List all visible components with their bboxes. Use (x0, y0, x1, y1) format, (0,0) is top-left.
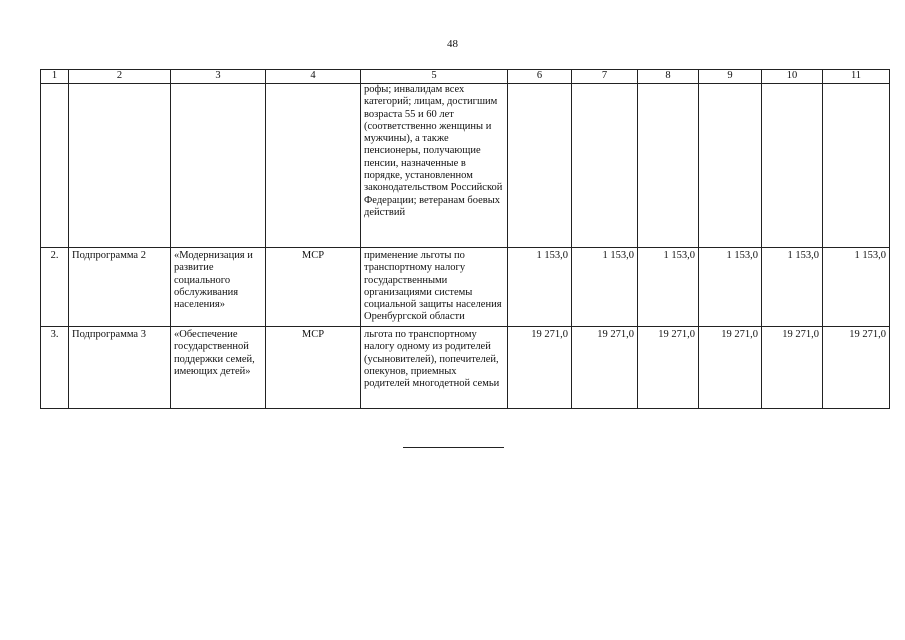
value-cell: 1 153,0 (699, 248, 762, 327)
value-cell: 19 271,0 (508, 327, 572, 409)
value-cell: 19 271,0 (572, 327, 638, 409)
header-cell: 3 (171, 70, 266, 84)
responsible-org: МСР (266, 248, 361, 327)
subprogram-title: «Модернизация и развитие социального обслуживания населения» (171, 248, 266, 327)
header-cell: 4 (266, 70, 361, 84)
header-cell: 1 (41, 70, 69, 84)
value-cell: 1 153,0 (508, 248, 572, 327)
value-cell: 1 153,0 (823, 248, 890, 327)
page-number: 48 (447, 38, 458, 50)
value-cell (823, 84, 890, 248)
value-cell: 19 271,0 (638, 327, 699, 409)
header-cell: 10 (762, 70, 823, 84)
row-number: 2. (41, 248, 69, 327)
row-number: 3. (41, 327, 69, 409)
table-row (41, 248, 890, 327)
value-cell: 1 153,0 (638, 248, 699, 327)
subprogram-name: Подпрограмма 2 (69, 248, 171, 327)
value-cell (699, 84, 762, 248)
row-number (41, 84, 69, 248)
header-cell: 9 (699, 70, 762, 84)
value-cell (508, 84, 572, 248)
benefit-description: льгота по транспортному налогу одному из родителей (усыновителей), попечителей, опекунов, приемных родителей многодетной семьи (361, 327, 508, 409)
header-cell: 5 (361, 70, 508, 84)
header-cell: 7 (572, 70, 638, 84)
value-cell: 1 153,0 (572, 248, 638, 327)
header-cell: 11 (823, 70, 890, 84)
table-row (41, 84, 890, 248)
table-header-row (41, 70, 890, 84)
header-cell: 6 (508, 70, 572, 84)
benefit-description: применение льготы по транспортному налогу государственными организациями системы социальной защиты населения Оренбургской области (361, 248, 508, 327)
value-cell: 1 153,0 (762, 248, 823, 327)
value-cell (638, 84, 699, 248)
value-cell (572, 84, 638, 248)
value-cell: 19 271,0 (823, 327, 890, 409)
header-cell: 2 (69, 70, 171, 84)
subprogram-title (171, 84, 266, 248)
end-divider-line (403, 447, 504, 448)
value-cell: 19 271,0 (762, 327, 823, 409)
value-cell (762, 84, 823, 248)
value-cell: 19 271,0 (699, 327, 762, 409)
table-row (41, 327, 890, 409)
benefit-description: рофы; инвалидам всех категорий; лицам, достигшим возраста 55 и 60 лет (соответственно женщины и мужчины), а также пенсионеры, получающие пенсии, назначенные в порядке, установленном законодательством Российской Федерации; ветеранам боевых действий (361, 84, 508, 248)
subprogram-title: «Обеспечение государственной поддержки семей, имеющих детей» (171, 327, 266, 409)
header-cell: 8 (638, 70, 699, 84)
responsible-org: МСР (266, 327, 361, 409)
data-table (40, 69, 890, 409)
subprogram-name: Подпрограмма 3 (69, 327, 171, 409)
responsible-org (266, 84, 361, 248)
subprogram-name (69, 84, 171, 248)
